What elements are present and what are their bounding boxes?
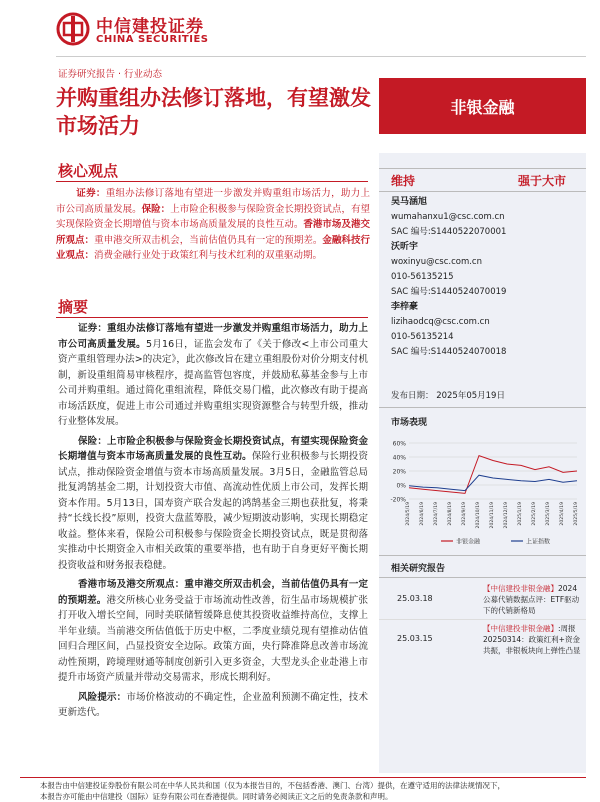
key-point-label: 保险：: [141, 203, 171, 215]
key-points-text: [56, 186, 370, 264]
summary-paragraph: [58, 321, 368, 430]
x-tick-label: 2025/4/19: [560, 502, 565, 526]
market-heading: 市场表现: [391, 418, 428, 428]
x-tick-label: 2025/5/19: [574, 502, 579, 526]
sidebar: [379, 153, 586, 773]
summary-text: 5月16日，证监会发布了《关于修改<上市公司重大资产重组管理办法>的决定》，此次修改旨在建立重组股份对价分期支付机制，新设重组简易审核程序，提高监管包容度，并鼓励私募基金参与上市公司并购重组。通过简化重组流程，降低交易门槛，此次修改有助于提高市场活跃度，促进上市公司通过并购重组实现资源整合与转型升级，推动行业整体发展。: [58, 338, 368, 427]
x-tick-label: 2024/7/19: [434, 502, 439, 526]
x-tick-label: 2025/3/19: [546, 502, 551, 526]
sidebar-divider: [379, 407, 586, 408]
related-date: 25.03.15: [397, 634, 433, 643]
analyst-name: 吴马涵旭: [391, 197, 428, 207]
y-tick-label: 40%: [392, 454, 406, 462]
key-points-heading: 核心观点: [58, 162, 119, 180]
x-tick-label: 2024/8/19: [448, 502, 453, 526]
disclaimer-line: 本报告由中信建投证券股份有限公司在中华人民共和国（仅为本报告目的，不包括香港、澳门、台湾）提供，在遵守适用的法律法规情况下，: [40, 781, 505, 790]
related-tag: 【中信建投非银金融】: [483, 584, 558, 593]
summary-text: 港交所核心业务受益于市场流动性改善，衍生品市场规模扩张打开收入增长空间，同时美联储暂缓降息使其投资收益维持高位，支撑上半年业绩。当前港交所估值低于历史中枢，二季度业绩兑现有望推动估值回归合理区间，凸显投资安全边际。政策方面，央行降准降息改善市场流动性预期，跨境理财通等制度创新引入更多资金，大型龙头企业赴港上市提升市场资产质量并带动交易需求，形成长期利好。: [58, 594, 368, 683]
analyst: [391, 195, 581, 240]
y-tick-label: 20%: [392, 468, 406, 476]
series-line: [409, 475, 577, 490]
key-point-text: 消费金融行业处于政策红利与技术红利的双重驱动期。: [94, 250, 323, 261]
analyst-email[interactable]: lizihaodcq@csc.com.cn: [391, 317, 490, 327]
publish-date: 发布日期： 2025年05月19日: [391, 391, 505, 401]
header-divider: [56, 56, 586, 57]
report-tag: 证券研究报告 · 行业动态: [58, 69, 163, 80]
footer-divider: [20, 777, 586, 778]
sidebar-divider: [379, 555, 586, 556]
key-point-text: 上市险企积极参与保险资金长期投资试点，有望实现保险资金长期增值与资本市场高质量发展的良性互动。: [56, 203, 370, 230]
summary-lead: 证券：重组办法修订落地有望进一步激发并购重组市场活力，助力上市公司高质量发展。: [58, 323, 368, 350]
brand-name-cn: 中信建投证券: [96, 17, 204, 37]
related-tag: 【中信建投非银金融】: [483, 624, 558, 633]
x-tick-label: 2024/12/19: [504, 502, 509, 529]
report-title: 并购重组办法修订落地，有望激发市场活力: [56, 86, 371, 138]
summary-paragraph: [58, 577, 368, 686]
sidebar-divider: [379, 577, 586, 578]
analyst-list: [391, 195, 581, 360]
rating-value: 强于大市: [517, 174, 566, 188]
key-point-text: 重组办法修订落地有望进一步激发并购重组市场活力，助力上市公司高质量发展。: [56, 188, 370, 215]
related-date: 25.03.18: [397, 594, 433, 603]
analyst-name: 沃昕宇: [391, 242, 419, 252]
summary-divider: [56, 317, 368, 318]
summary-lead: 香港市场及港交所观点：重申港交所双击机会，当前估值仍具有一定的预期差。: [58, 579, 368, 606]
summary-paragraph: [58, 434, 368, 574]
key-points-divider: [56, 181, 368, 182]
analyst: [391, 300, 581, 360]
key-point-label: 金融科技行业观点：: [56, 234, 370, 261]
analyst-email[interactable]: wumahanxu1@csc.com.cn: [391, 212, 505, 222]
related-title: [483, 583, 581, 616]
summary-text: 市场价格波动的不确定性，企业盈利预测不确定性，技术更新迭代。: [58, 691, 368, 718]
brand-logo: [56, 10, 216, 50]
x-tick-label: 2024/9/19: [462, 502, 467, 526]
analyst-sac: SAC 编号:S1440524070019: [391, 287, 507, 297]
key-point-text: 重申港交所双击机会，当前估值仍具有一定的预期差。: [94, 234, 323, 246]
brand-logo-icon: [56, 12, 90, 46]
summary-lead: 风险提示：: [78, 691, 127, 703]
summary-heading: 摘要: [58, 298, 89, 316]
disclaimer-line: 本报告亦可能由中信建投（国际）证券有限公司在香港提供。同时请务必阅读正文之后的免责条款和声明。: [40, 792, 393, 801]
key-point-label: 证券：: [76, 188, 106, 199]
summary-text: 保险行业积极参与长期投资试点，推动保险资金增值与资本市场高质量发展。3月5日，金融监管总局批复鸿鹄基金二期，计划投资大市值、高流动性优质上市公司，发挥长期资本作用。5月13日，国寿资产联合发起的鸿鹄基金三期也获批复，将秉持“长线长投”原则，投资大盘蓝筹股，减少短期波动影响，实现长期稳定收益。整体来看，保险公司积极参与保险资金长期投资试点，既是贯彻落实推动中长期资金入市相关政策的重要举措，也有助于自身更好平衡长期投资收益和财务报表稳健。: [58, 451, 368, 571]
analyst-name: 李梓豪: [391, 302, 419, 312]
x-tick-label: 2024/11/19: [490, 502, 495, 529]
analyst: [391, 240, 581, 300]
y-tick-label: -20%: [390, 496, 406, 504]
related-report[interactable]: [379, 581, 586, 619]
y-tick-label: 0%: [396, 482, 406, 490]
analyst-email[interactable]: woxinyu@csc.com.cn: [391, 257, 482, 267]
brand-name-en: CHINA SECURITIES: [96, 34, 209, 45]
related-divider: [379, 619, 586, 620]
y-tick-label: 60%: [392, 440, 406, 448]
x-tick-label: 2025/1/19: [518, 502, 523, 526]
x-tick-label: 2024/6/19: [420, 502, 425, 526]
legend-label: 上证指数: [526, 538, 551, 546]
summary-body: [58, 321, 368, 725]
related-title: [483, 623, 581, 656]
related-heading: 相关研究报告: [391, 564, 446, 574]
rating-bar: [379, 168, 586, 192]
x-tick-label: 2025/2/19: [532, 502, 537, 526]
legend-label: 非银金融: [456, 538, 481, 546]
rating-label: 维持: [391, 174, 416, 188]
key-point-label: 香港市场及港交所观点：: [56, 219, 370, 246]
market-chart: [381, 437, 585, 549]
analyst-sac: SAC 编号:S1440522070001: [391, 227, 507, 237]
analyst-sac: SAC 编号:S1440524070018: [391, 347, 507, 357]
related-text: :周报20250314：政策红利+资金共振，非银板块向上弹性凸显: [483, 624, 581, 655]
related-report[interactable]: [379, 621, 586, 659]
disclaimer-footer: [40, 780, 590, 802]
x-tick-label: 2024/5/19: [406, 502, 411, 526]
summary-lead: 保险：上市险企积极参与保险资金长期投资试点，有望实现保险资金长期增值与资本市场高质量发展的良性互动。: [58, 435, 368, 462]
related-text: 2024公募代销数据点评：ETF驱动下的代销新格局: [483, 584, 580, 615]
x-tick-label: 2024/10/19: [476, 502, 481, 529]
summary-paragraph: [58, 690, 368, 721]
analyst-phone: 010-56135214: [391, 332, 454, 342]
sector-banner: 非银金融: [379, 78, 586, 134]
analyst-phone: 010-56135215: [391, 272, 454, 282]
